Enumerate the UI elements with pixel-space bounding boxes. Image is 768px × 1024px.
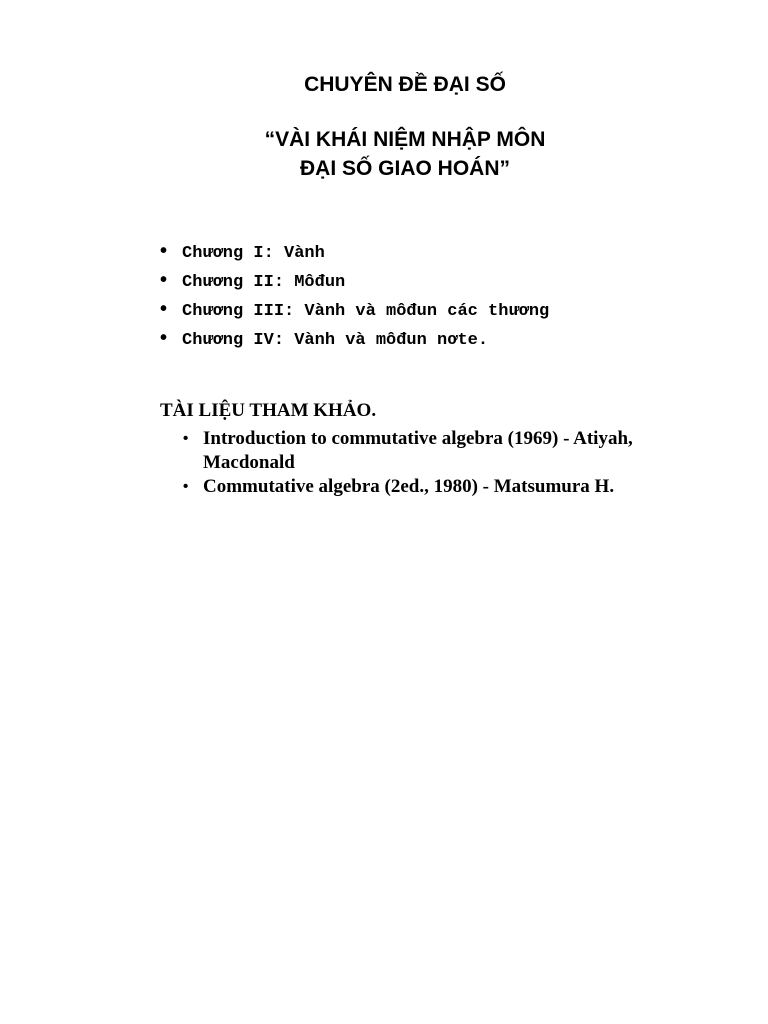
bullet-icon: • [160,240,168,262]
bullet-icon: • [160,269,168,291]
chapter-item [160,269,549,298]
reference-text: Introduction to commutative algebra (1969) - Atiyah, Macdonald [203,428,633,473]
document-title: CHUYÊN ĐỀ ĐẠI SỐ [304,73,506,96]
bullet-icon: • [160,298,168,320]
chapter-text: Chương IV: Vành và môđun nơte. [182,331,489,350]
chapter-item [160,327,549,356]
reference-text: Commutative algebra (2ed., 1980) - Matsumura H. [203,476,615,497]
reference-list [183,427,703,499]
chapter-list [160,240,549,356]
bullet-icon: • [183,430,189,447]
chapter-text: Chương I: Vành [182,244,325,263]
subtitle-line-2: ĐẠI SỐ GIAO HOÁN” [299,157,510,180]
chapter-item [160,240,549,269]
references-heading: TÀI LIỆU THAM KHẢO. [160,400,377,421]
chapter-text: Chương II: Môđun [182,273,346,292]
bullet-icon: • [160,327,168,349]
reference-item [183,427,703,475]
bullet-icon: • [183,478,189,495]
reference-item [183,475,703,499]
subtitle-line-1: “VÀI KHÁI NIỆM NHẬP MÔN [264,128,546,151]
chapter-item [160,298,549,327]
chapter-text: Chương III: Vành và môđun các thương [182,302,550,321]
